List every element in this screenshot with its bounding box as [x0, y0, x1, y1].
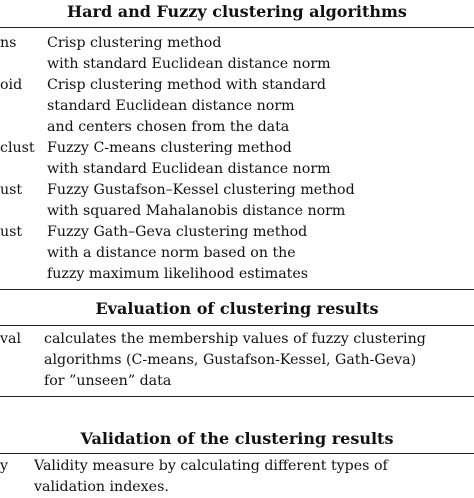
- row-desc-line: with squared Mahalanobis distance norm: [47, 203, 346, 219]
- section-title-validation: Validation of the clustering results: [80, 429, 394, 448]
- row-desc-line: with standard Euclidean distance norm: [47, 56, 331, 72]
- row-name: ust: [0, 224, 23, 240]
- row-desc-line: Fuzzy Gustafson–Kessel clustering method: [47, 182, 355, 198]
- row-desc-line: algorithms (C-means, Gustafson-Kessel, Gath-Geva): [44, 352, 417, 368]
- row-name: y: [0, 458, 9, 474]
- row-desc-line: calculates the membership values of fuzzy clustering: [44, 331, 426, 347]
- section-title-evaluation: Evaluation of clustering results: [95, 299, 379, 318]
- row-desc-line: and centers chosen from the data: [47, 119, 290, 135]
- row-desc-line: Crisp clustering method: [47, 35, 222, 51]
- row-name: ust: [0, 182, 23, 198]
- row-name: val: [0, 331, 22, 347]
- row-desc-line: for ”unseen” data: [44, 373, 172, 389]
- row-desc-line: Validity measure by calculating different types of: [34, 458, 388, 474]
- row-desc-line: Crisp clustering method with standard: [47, 77, 326, 93]
- row-name: ns: [0, 35, 17, 51]
- section-title-hard-fuzzy: Hard and Fuzzy clustering algorithms: [67, 2, 407, 21]
- row-desc-line: standard Euclidean distance norm: [47, 98, 295, 114]
- table-rule: [0, 325, 474, 326]
- row-desc-line: with standard Euclidean distance norm: [47, 161, 331, 177]
- table-rule: [0, 27, 474, 28]
- row-name: oid: [0, 77, 23, 93]
- row-desc-line: with a distance norm based on the: [47, 245, 296, 261]
- table-rule: [0, 396, 474, 397]
- row-name: clust: [0, 140, 35, 156]
- row-desc-line: validation indexes.: [34, 479, 169, 495]
- table-rule: [0, 289, 474, 290]
- row-desc-line: Fuzzy C-means clustering method: [47, 140, 292, 156]
- table-rule: [0, 453, 474, 454]
- row-desc-line: Fuzzy Gath–Geva clustering method: [47, 224, 308, 240]
- row-desc-line: fuzzy maximum likelihood estimates: [47, 266, 309, 282]
